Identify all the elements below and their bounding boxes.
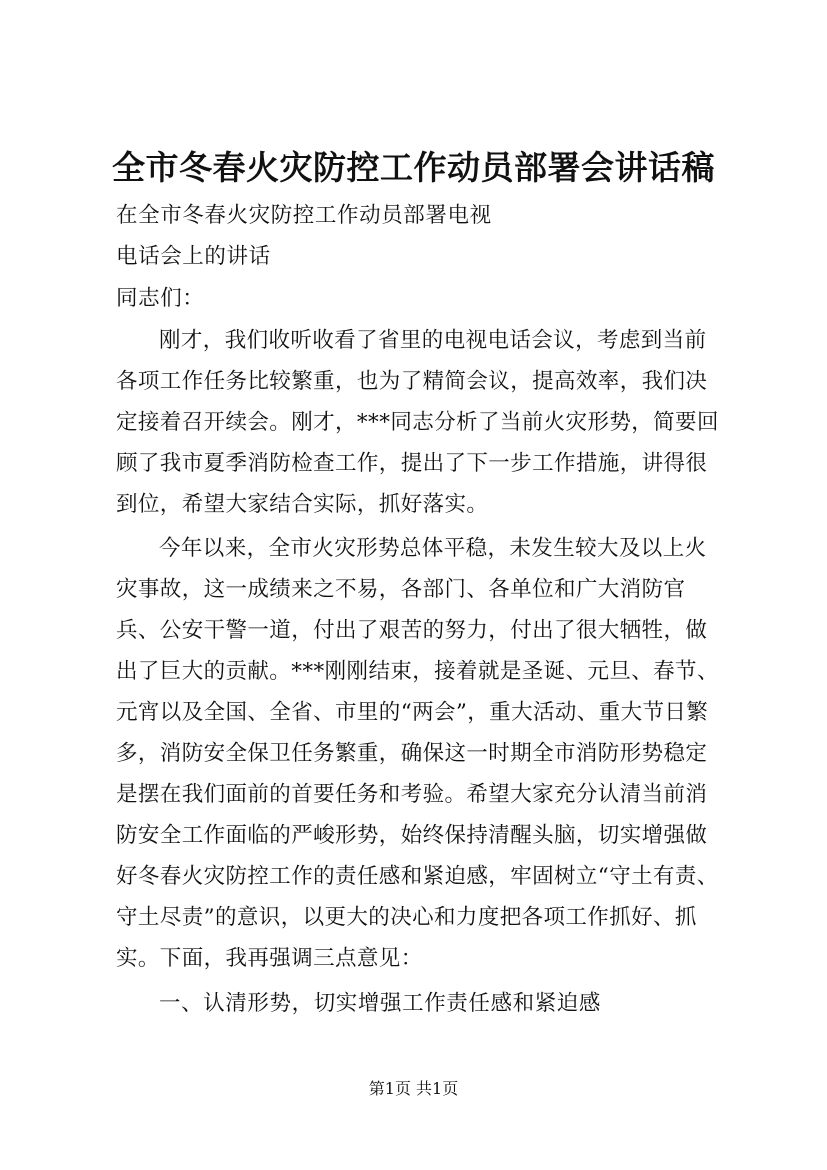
subtitle-line-2: 电话会上的讲话: [116, 244, 271, 269]
paragraph-2: 今年以来，全市火灾形势总体平稳，未发生较大及以上火灾事故，这一成绩来之不易，各部门、各单位和广大消防官兵、公安干警一道，付出了艰苦的努力，付出了很大牺牲，做出了巨大的贡献。***刚刚结束，接着就是圣诞、元旦、春节、元宵以及全国、全省、市里的“两会”，重大活动、重大节日繁多，消防安全保卫任务繁重，确保这一时期全市消防形势稳定是摆在我们面前的首要任务和考验。希望大家充分认清当前消防安全工作面临的严峻形势，始终保持清醒头脑，切实增强做好冬春火灾防控工作的责任感和紧迫感，牢固树立“守土有责、守土尽责”的意识，以更大的决心和力度把各项工作抓好、抓实。下面，我再强调三点意见：: [116, 536, 719, 971]
salutation: 同志们：: [116, 286, 205, 311]
paragraph-1-block: [116, 320, 726, 525]
document-title: 全市冬春火灾防控工作动员部署会讲话稿: [112, 148, 715, 187]
page-footer: 第1页 共1页: [368, 1079, 459, 1098]
paragraph-2-block: [116, 528, 726, 979]
subtitle-line-1: 在全市冬春火灾防控工作动员部署电视: [116, 203, 492, 228]
section-heading-1: 一、认清形势，切实增强工作责任感和紧迫感: [159, 991, 602, 1016]
paragraph-1: 刚才，我们收听收看了省里的电视电话会议，考虑到当前各项工作任务比较繁重，也为了精简会议，提高效率，我们决定接着召开续会。刚才，***同志分析了当前火灾形势，简要回顾了我市夏季消防检查工作，提出了下一步工作措施，讲得很到位，希望大家结合实际，抓好落实。: [116, 328, 719, 517]
